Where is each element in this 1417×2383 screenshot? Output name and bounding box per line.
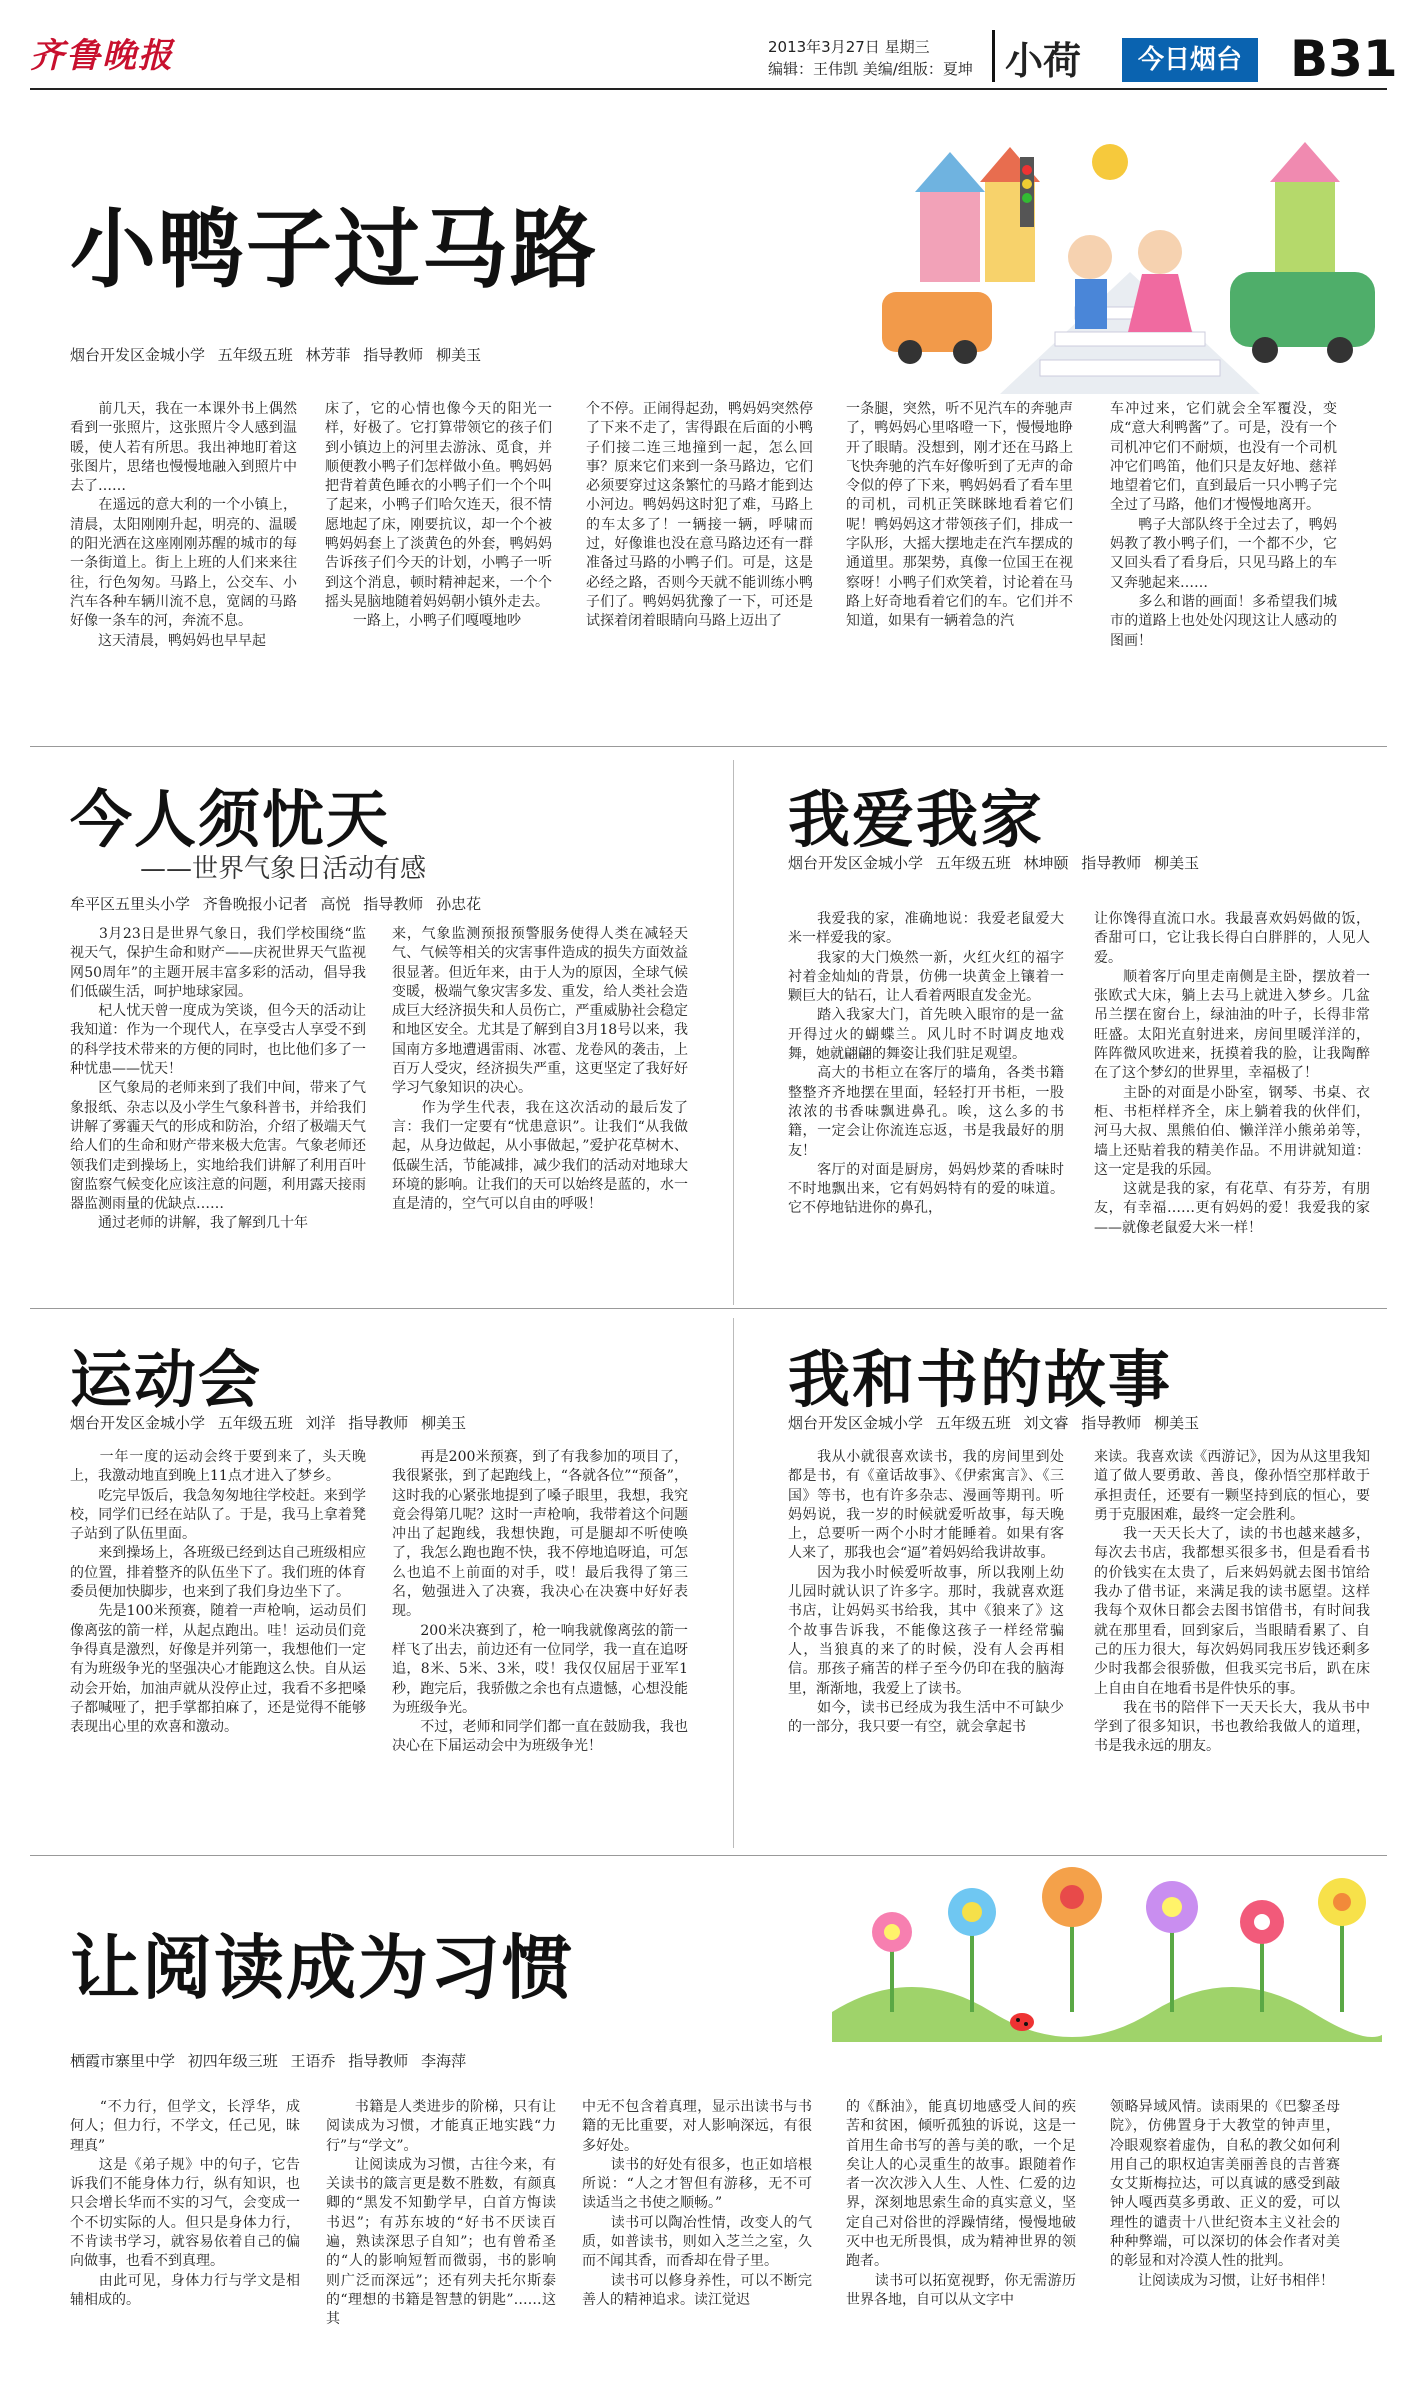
article4-byline: 烟台开发区金城小学 五年级五班 刘洋 指导教师 柳美玉 xyxy=(70,1414,467,1432)
article5-col1: 我从小就很喜欢读书，我的房间里到处都是书，有《童话故事》、《伊索寓言》、《三国》等书，也有许多杂志、漫画等期刊。听妈妈说，我一岁的时候就爱听故事，每天晚上，总要听一两个小时才能睡着。如果有客人来了，那我也会“逼”着妈妈给我讲故事。 因为我小时候爱听故事，所以我刚上幼儿园时就认识了许多字。那时，我就喜欢逛书店，让妈妈买书给我，其中《狼来了》这个故事告诉我，不能像这孩子一样经常骗人，当狼真的来了的时候，没有人会再相信。那孩子痛苦的样子至今仍印在我的脑海里，渐渐地，我爱上了读书。 如今，读书已经成为我生活中不可缺少的一部分，我只要一有空，就会拿起书 xyxy=(788,1449,1064,1736)
article6-byline: 栖霞市寨里中学 初四年级三班 王语乔 指导教师 李海萍 xyxy=(70,2052,467,2070)
article1-col1: 前几天，我在一本课外书上偶然看到一张照片，这张照片令人感到温暖，使人若有所思。我出神地盯着这张图片，思绪也慢慢地融入到照片中去了…… 在遥远的意大利的一个小镇上，清晨，太阳刚刚升起，明亮的、温暖的阳光洒在这座刚刚苏醒的城市的每一条街道上。街上上班的人们来来往往，行色匆匆。马路上，公交车、小汽车各种车辆川流不息，宽阔的马路好像一条车的河，奔流不息。 这天清晨，鸭妈妈也早早起 xyxy=(70,401,297,649)
column-divider xyxy=(733,760,734,1305)
article3-col1: 我爱我的家，准确地说：我爱老鼠爱大米一样爱我的家。 我家的大门焕然一新，火红火红的福字衬着金灿灿的背景，仿佛一块黄金上镶着一颗巨大的钻石，让人看着两眼直发金光。 踏入我家大门，首先映入眼帘的是一盆开得过火的蝴蝶兰。风儿时不时调皮地戏舞，她就翩翩的舞姿让我们驻足观望。 高大的书柜立在客厅的墙角，各类书籍整整齐齐地摆在里面，轻轻打开书柜，一股浓浓的书香味飘进鼻孔。唉，这么多的书籍，一定会让你流连忘返，书是我最好的朋友！ 客厅的对面是厨房，妈妈炒菜的香味时不时地飘出来，它有妈妈特有的爱的味道。它不停地钻进你的鼻孔， xyxy=(788,911,1064,1217)
boy-icon xyxy=(1068,235,1112,279)
article2-byline: 牟平区五里头小学 齐鲁晚报小记者 高悦 指导教师 孙忠花 xyxy=(70,895,482,913)
article1-col4: 一条腿，突然，听不见汽车的奔驰声了，鸭妈妈心里咯噔一下，慢慢地睁开了眼睛。没想到，刚才还在马路上飞快奔驰的汽车好像听到了无声的命令似的停了下来，鸭妈妈看了看车里的司机，司机正笑眯眯地看着它们呢！鸭妈妈这才带领孩子们，排成一字队形，大摇大摆地走在汽车摆成的通道里。那架势，真像一位国王在视察呀！小鸭子们欢笑着，讨论着在马路上好奇地看着它们的车。它们并不知道，如果有一辆着急的汽 xyxy=(846,401,1073,630)
article6-title: 让阅读成为习惯 xyxy=(70,1927,574,2009)
article5-col2: 来读。我喜欢读《西游记》，因为从这里我知道了做人要勇敢、善良，像孙悟空那样敢于承担责任，还要有一颗坚持到底的恒心，要勇于克服困难，最终一定会胜利。 我一天天长大了，读的书也越来越多，每次去书店，我都想买很多书，但是看看书的价钱实在太贵了，后来妈妈就去图书馆给我办了借书证，来满足我的读书愿望。这样我每个双休日都会去图书馆借书，有时间我就在那里看，回到家后，当眼睛看累了、自己的压力很大，每次妈妈同我压岁钱还剩多少时我都会很骄傲，但我买完书后，趴在床上自由自在地看书是件快乐的事。 我在书的陪伴下一天天长大，我从书中学到了很多知识，书也教给我做人的道理，书是我永远的朋友。 xyxy=(1094,1449,1370,1755)
article4-col1: 一年一度的运动会终于要到来了，头天晚上，我激动地直到晚上11点才进入了梦乡。 吃完早饭后，我急匆匆地往学校赶。来到学校，同学们已经在站队了。于是，我马上拿着凳子站到了队伍里面。 来到操场上，各班级已经到达自己班级相应的位置，排着整齐的队伍坐下了。我们班的体育委员便加快脚步，也来到了我们身边坐下了。 先是100米预赛，随着一声枪响，运动员们像离弦的箭一样，从起点跑出。哇！运动员们竞争得真是激烈，好像是并列第一，我想他们一定有为班级争光的坚强决心才能跑这么快。自从运动会开始，加油声就从没停止过，我看不多把嗓子都喊哑了，把手掌都拍麻了，还是觉得不能够表现出心里的欢喜和激动。 xyxy=(70,1449,366,1736)
newspaper-logo: 齐鲁晚报 xyxy=(30,36,174,76)
sun-icon xyxy=(1092,144,1128,180)
article6-col2: 书籍是人类进步的阶梯，只有让阅读成为习惯，才能真正地实践“力行”与“学文”。 让阅读成为习惯，古往今来，有关读书的箴言更是数不胜数，有颜真卿的“黑发不知勤学早，白首方悔读书迟”；有苏东坡的“好书不厌读百遍，熟读深思子自知”；也有曾希圣的“人的影响短暂而微弱，书的影响则广泛而深远”；还有列夫托尔斯泰的“理想的书籍是智慧的钥匙”……这其 xyxy=(326,2099,556,2328)
header-rule xyxy=(30,88,1387,90)
article5-title: 我和书的故事 xyxy=(788,1343,1173,1416)
section-divider xyxy=(30,746,1387,747)
article2-title: 今人须忧天 xyxy=(70,783,391,856)
article6-col3: 中无不包含着真理，显示出读书与书籍的无比重要，对人影响深远，有很多好处。 读书的好处有很多，也正如培根所说：“人之才智但有游移，无不可读适当之书使之顺畅。” 读书可以陶冶性情，改变人的气质，如普读书，则如入芝兰之室，久而不闻其香，而香却在骨子里。 读书可以修身养性，可以不断完善人的精神追求。读江觉迟 xyxy=(582,2099,812,2308)
article6-col5: 领略异域风情。读雨果的《巴黎圣母院》，仿佛置身于大教堂的钟声里，冷眼观察着虚伪，自私的教父如何利用自己的职权迫害美丽善良的吉普赛女艾斯梅拉达，可以真诚的感受到敲钟人嘎西莫多勇敢、正义的爱，可以理性的谴责十八世纪资本主义社会的种种弊端，可以深切的体会作者对美的彰显和对冷漠人性的批判。 让阅读成为习惯，让好书相伴！ xyxy=(1110,2099,1340,2289)
issue-info xyxy=(768,36,973,80)
flower-illustration xyxy=(832,1862,1382,2042)
car-icon xyxy=(882,292,992,352)
editor-line: 编辑：王伟凯 美编/组版：夏坤 xyxy=(768,60,973,78)
article1-col2: 床了，它的心情也像今天的阳光一样，好极了。它打算带领它的孩子们到小镇边上的河里去游泳、觅食，并顺便教小鸭子们怎样做小鱼。鸭妈妈把背着黄色睡衣的小鸭子们一个个叫了起来，小鸭子们哈欠连天，很不情愿地起了床，刚要抗议，却一个个被鸭妈妈套上了淡黄色的外套，鸭妈妈告诉孩子们今天的计划，小鸭子一听到这个消息，顿时精神起来，一个个摇头晃脑地随着妈妈朝小镇外走去。 一路上，小鸭子们嘎嘎地吵 xyxy=(325,401,552,630)
article3-byline: 烟台开发区金城小学 五年级五班 林坤颐 指导教师 柳美玉 xyxy=(788,854,1200,872)
article6-col1: “不力行，但学文，长浮华，成何人；但力行，不学文，任己见，昧理真” 这是《弟子规》中的句子，它告诉我们不能身体力行，纵有知识，也只会增长华而不实的习气，会变成一个不切实际的人。但只是身体力行，不肯读书学习，就容易依着自己的偏向做事，也看不到真理。 由此可见，身体力行与学文是相辅相成的。 xyxy=(70,2099,300,2308)
article1-title: 小鸭子过马路 xyxy=(70,200,598,300)
article1-col3: 个不停。正闹得起劲，鸭妈妈突然停了下来不走了，害得跟在后面的小鸭子们接二连三地撞到一起，怎么回事？原来它们来到一条马路边，它们必须要穿过这条繁忙的马路才能到达小河边。鸭妈妈这时犯了难，马路上的车太多了！一辆接一辆，呼啸而过，好像谁也没在意马路边还有一群准备过马路的小鸭子们。可是，这是必经之路，否则今天就不能训练小鸭子们了。鸭妈妈犹豫了一下，可还是试探着闭着眼睛向马路上迈出了 xyxy=(586,401,813,630)
ladybug-icon xyxy=(1010,2013,1034,2031)
section-divider-3 xyxy=(30,1855,1387,1856)
date-line: 2013年3月27日 星期三 xyxy=(768,38,930,56)
article3-col2: 让你馋得直流口水。我最喜欢妈妈做的饭，香甜可口，它让我长得白白胖胖的，人见人爱。 顺着客厅向里走南侧是主卧，摆放着一张欧式大床，躺上去马上就进入梦乡。几盆吊兰摆在窗台上，绿油油的叶子，长得非常旺盛。太阳光直射进来，房间里暖洋洋的，阵阵微风吹进来，抚摸着我的脸，让我陶醉在了这个梦幻的世界里，幸福极了！ 主卧的对面是小卧室，钢琴、书桌、衣柜、书柜样样齐全，床上躺着我的伙伴们，河马大叔、黑熊伯伯、懒洋洋小熊弟弟等，墙上还贴着我的精美作品。不用讲就知道：这一定是我的乐园。 这就是我的家，有花草、有芬芳，有朋友，有幸福……更有妈妈的爱！我爱我的家——就像老鼠爱大米一样！ xyxy=(1094,911,1370,1236)
house-icon xyxy=(920,192,980,282)
article2-col2: 来，气象监测预报预警服务使得人类在减轻天气、气候等相关的灾害事件造成的损失方面效益很显著。但近年来，由于人为的原因，全球气候变暖，极端气象灾害多发、重发，给人类社会造成巨大经济损失和人员伤亡，严重威胁社会稳定和地区安全。尤其是了解到自3月18号以来，我国南方多地遭遇雷雨、冰雹、龙卷风的袭击，上百万人受灾，经济损失严重，这更坚定了我好好学习气象知识的决心。 作为学生代表，我在这次活动的最后发了言：我们一定要有“忧患意识”。让我们“从我做起，从身边做起，从小事做起，”爱护花草树木、低碳生活，节能减排，减少我们的活动对地球大环境的影响。让我们的天可以始终是蓝的，水一直是清的，空气可以自由的呼吸！ xyxy=(392,926,688,1213)
article5-byline: 烟台开发区金城小学 五年级五班 刘文睿 指导教师 柳美玉 xyxy=(788,1414,1200,1432)
column-divider-2 xyxy=(733,1318,734,1848)
article1-byline: 烟台开发区金城小学 五年级五班 林芳菲 指导教师 柳美玉 xyxy=(70,346,482,364)
article2-col1: 3月23日是世界气象日，我们学校围绕“监视天气，保护生命和财产——庆祝世界天气监视网50周年”的主题开展丰富多彩的活动，倡导我们低碳生活，呵护地球家园。 杞人忧天曾一度成为笑谈，但今天的活动让我知道：作为一个现代人，在享受古人享受不到的科学技术带来的方便的同时，也比他们多了一种忧患——忧天！ 区气象局的老师来到了我们中间，带来了气象报纸、杂志以及小学生气象科普书，并给我们讲解了雾霾天气的形成和防治，介绍了极端天气给人们的生命和财产带来极大危害。气象老师还领我们走到操场上，实地给我们讲解了利用百叶窗监察气候变化应该注意的问题，利用露天接雨器监测雨量的优缺点…… 通过老师的讲解，我了解到几十年 xyxy=(70,926,366,1232)
green-car-icon xyxy=(1230,272,1375,347)
article3-title: 我爱我家 xyxy=(788,783,1045,856)
article2-subtitle: ——世界气象日活动有感 xyxy=(140,854,427,884)
article1-col5: 车冲过来，它们就会全军覆没，变成“意大利鸭酱”了。可是，没有一个司机冲它们不耐烦，也没有一个司机冲它们鸣笛，他们只是友好地、慈祥地望着它们，直到最后一只小鸭子完全过了马路，他们才慢慢地离开。 鸭子大部队终于全过去了，鸭妈妈教了教小鸭子们，一个都不少，它又回头看了看身后，只见马路上的车又奔驰起来…… 多么和谐的画面！多希望我们城市的道路上也处处闪现这让人感动的图画！ xyxy=(1110,401,1337,649)
page-number: B31 xyxy=(1290,30,1398,88)
header-divider xyxy=(992,30,995,82)
section-divider-2 xyxy=(30,1308,1387,1309)
children-crossing-illustration xyxy=(880,122,1380,394)
section-name: 小荷 xyxy=(1005,39,1082,83)
article4-title: 运动会 xyxy=(70,1343,263,1416)
article4-col2: 再是200米预赛，到了有我参加的项目了，我很紧张，到了起跑线上，“各就各位”“预备”，这时我的心紧张地提到了嗓子眼里，我想，我究竟会得第几呢？这时一声枪响，我带着这个问题冲出了起跑线，我想快跑，可是腿却不听使唤了，我怎么跑也跑不快，我不停地追呀追，可怎么也追不上前面的对手，哎！最后我得了第三名，勉强进入了决赛，我决心在决赛中好好表现。 200米决赛到了，枪一响我就像离弦的箭一样飞了出去，前边还有一位同学，我一直在追呀追，8米、5米、3米，哎！我仅仅屈居于亚军1秒，跑完后，我骄傲之余也有点遗憾，心想没能为班级争光。 不过，老师和同学们都一直在鼓励我，我也决心在下届运动会中为班级争光！ xyxy=(392,1449,688,1755)
section-tag: 今日烟台 xyxy=(1122,38,1258,82)
girl-icon xyxy=(1138,230,1182,274)
article6-col4: 的《酥油》，能真切地感受人间的疾苦和贫困，倾听孤独的诉说，这是一首用生命书写的善与美的歌，一个足矣让人的心灵重生的故事。跟随着作者一次次涉入人生、人性、仁爱的边界，深刻地思索生命的真实意义，坚定自己对俗世的浮躁情绪，慢慢地破灭中也无所畏惧，成为精神世界的领跑者。 读书可以拓宽视野，你无需游历世界各地，自可以从文字中 xyxy=(846,2099,1076,2308)
